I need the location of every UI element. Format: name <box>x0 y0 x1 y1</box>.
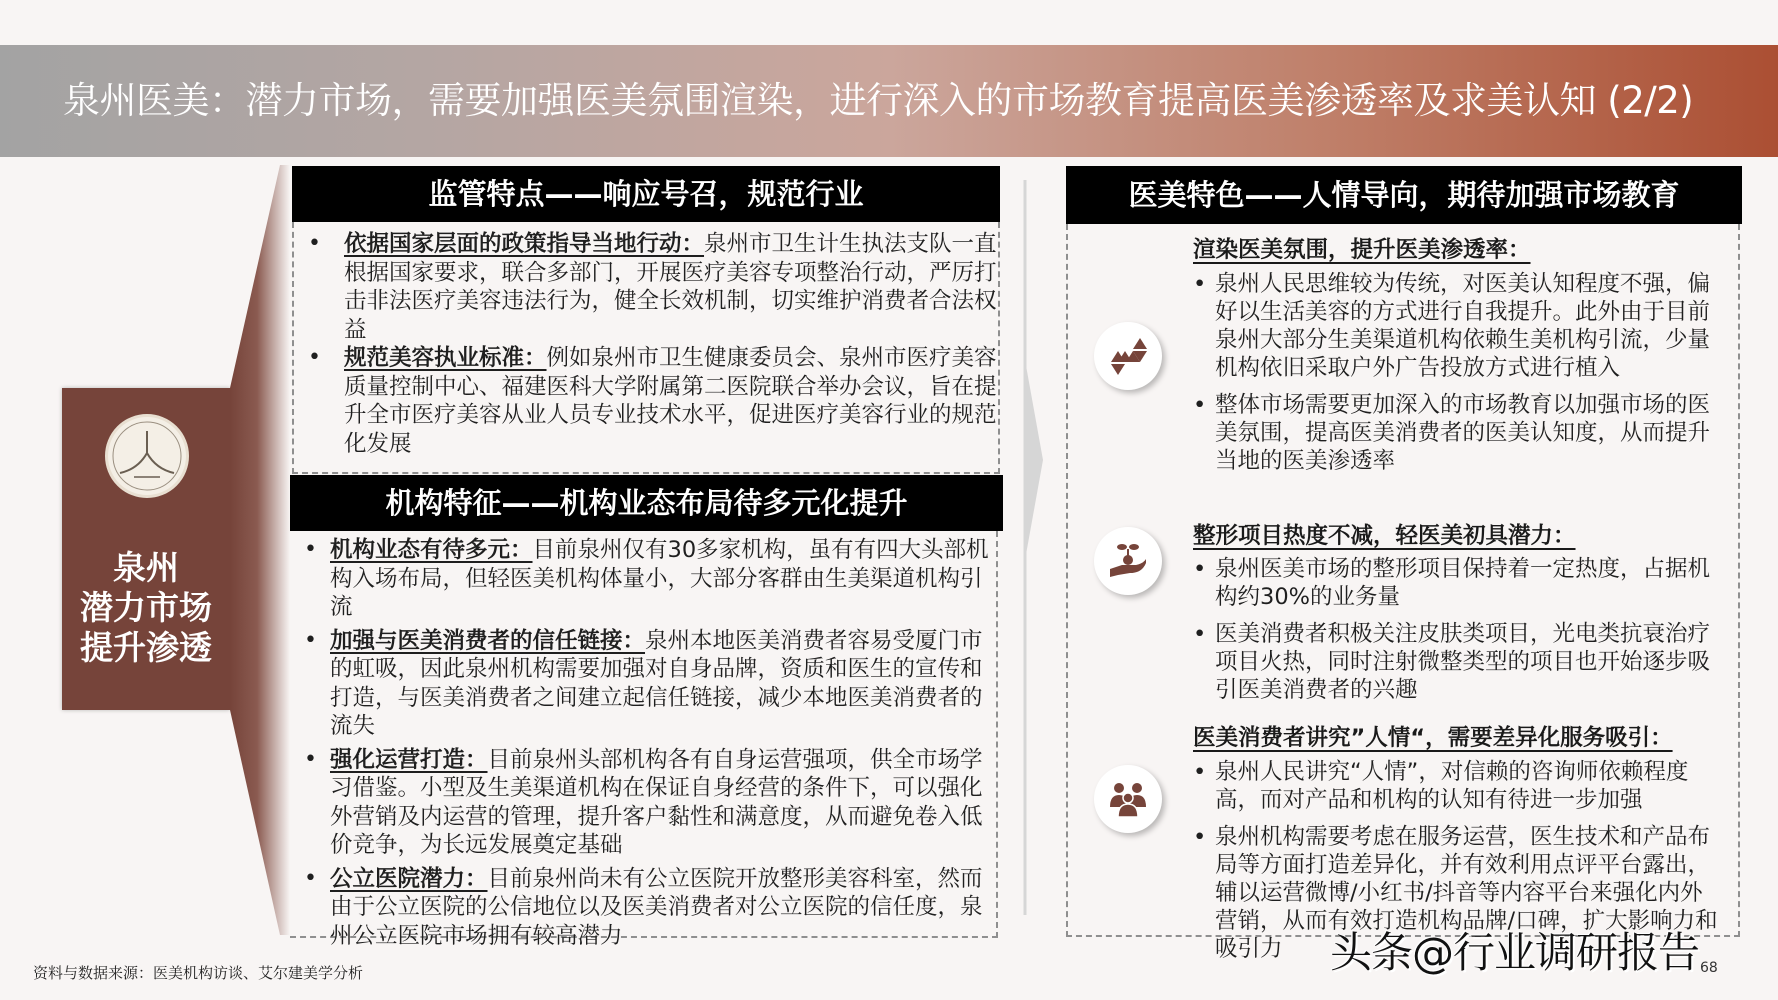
list-item: • 医美消费者积极关注皮肤类项目，光电类抗衰治疗项目火热，同时注射微整类型的项目也开始逐步吸引医美消费者的兴趣 <box>1173 620 1718 704</box>
section-list <box>1173 270 1718 484</box>
item-lead: 公立医院潜力： <box>330 865 488 892</box>
list-item <box>294 230 998 344</box>
hand-sprout-icon <box>1094 527 1162 595</box>
list-item: • 泉州医美市场的整形项目保持着一定热度，占据机构约30%的业务量 <box>1173 555 1718 611</box>
section-heading: 医美消费者讲究”人情“，需要差异化服务吸引： <box>1193 725 1673 751</box>
panel-header-regulation: 监管特点——响应号召，规范行业 <box>292 166 1000 222</box>
triangles-icon <box>1094 322 1162 390</box>
badge-line-3: 提升渗透 <box>80 628 212 667</box>
page-title: 泉州医美：潜力市场，需要加强医美氛围渲染，进行深入的市场教育提高医美渗透率及求美认知 (2/2) <box>63 79 1694 122</box>
list-item: • 泉州人民讲究“人情”，对信赖的咨询师依赖程度高，而对产品和机构的认知有待进一步加强 <box>1173 758 1718 814</box>
item-lead: 机构业态有待多元： <box>330 537 533 563</box>
list-item <box>294 344 998 458</box>
people-group-icon <box>1094 765 1162 833</box>
list-item: • 泉州机构需要考虑在服务运营，医生技术和产品布局等方面打造差异化，并有效利用点评平台露出，辅以运营微博/小红书/抖音等内容平台来强化内外营销，从而有效打造机构品牌/口碑，扩大影响力和吸引力 <box>1173 823 1718 963</box>
item-lead: 加强与医美消费者的信任链接： <box>330 627 646 654</box>
item-text: 目前泉州仅有30多家机构，虽有有四大头部机构入场布局，但轻医美机构体量小，大部分客群由生美渠道机构引流 <box>330 537 989 620</box>
item-text: 泉州本地医美消费者容易受厦门市的虹吸，因此泉州机构需要加强对自身品牌，资质和医生的宣传和打造，与医美消费者之间建立起信任链接，减少本地医美消费者的流失 <box>330 627 983 739</box>
section-heading: 整形项目热度不减，轻医美初具潜力： <box>1193 523 1576 549</box>
source-note: 资料与数据来源：医美机构访谈、艾尔建美学分析 <box>33 964 364 982</box>
panel-header-institutions: 机构特征——机构业态布局待多元化提升 <box>290 475 1003 531</box>
list-item <box>290 627 996 741</box>
panel-header-features: 医美特色——人情导向，期待加强市场教育 <box>1066 166 1742 224</box>
badge-line-2: 潜力市场 <box>80 588 212 627</box>
flow-arrow-icon <box>1023 180 1043 915</box>
badge-line-1: 泉州 <box>113 548 179 587</box>
funnel-connector <box>230 165 290 935</box>
item-text: 泉州市卫生计生执法支队一直根据国家要求，联合多部门，开展医疗美容专项整治行动，严厉打击非法医疗美容违法行为，健全长效机制，切实维护消费者合法权益 <box>344 231 997 343</box>
watermark: 头条@行业调研报告 <box>1330 928 1700 977</box>
panel-regulation <box>292 222 1000 474</box>
badge-label <box>62 548 230 668</box>
item-text: 目前泉州尚未有公立医院开放整形美容科室，然而由于公立医院的公信地位以及医美消费者对公立医院的信任度，泉州公立医院市场拥有较高潜力 <box>330 865 983 949</box>
section-heading: 渲染医美氛围，提升医美渗透率： <box>1193 237 1531 263</box>
section-list <box>1173 555 1718 713</box>
list-item <box>290 865 996 951</box>
item-lead: 规范美容执业标准： <box>344 345 547 371</box>
panel-institutions <box>290 531 998 949</box>
list-item <box>290 746 996 860</box>
title-bar <box>0 45 1778 157</box>
item-text: 例如泉州市卫生健康委员会、泉州市医疗美容质量控制中心、福建医科大学附属第二医院联合举办会议，旨在提升全市医疗美容从业人员专业技术水平，促进医疗美容行业的规范化发展 <box>344 345 997 457</box>
item-lead: 依据国家层面的政策指导当地行动： <box>344 231 705 257</box>
city-seal-icon <box>105 414 189 498</box>
item-text: 目前泉州头部机构各有自身运营强项，供全市场学习借鉴。小型及生美渠道机构在保证自身经营的条件下，可以强化外营销及内运营的管理，提升客户黏性和满意度，从而避免卷入低价竞争，为长远发展奠定基础 <box>330 746 983 858</box>
item-lead: 强化运营打造： <box>330 746 488 773</box>
list-item: • 泉州人民思维较为传统，对医美认知程度不强，偏好以生活美容的方式进行自我提升。此外由于目前泉州大部分生美渠道机构依赖生美机构引流，少量机构依旧采取户外广告投放方式进行植入 <box>1173 270 1718 382</box>
list-item <box>290 536 996 622</box>
list-item: • 整体市场需要更加深入的市场教育以加强市场的医美氛围，提高医美消费者的医美认知度，从而提升当地的医美渗透率 <box>1173 391 1718 475</box>
page-number: 68 <box>1700 960 1718 976</box>
region-badge <box>62 388 230 710</box>
